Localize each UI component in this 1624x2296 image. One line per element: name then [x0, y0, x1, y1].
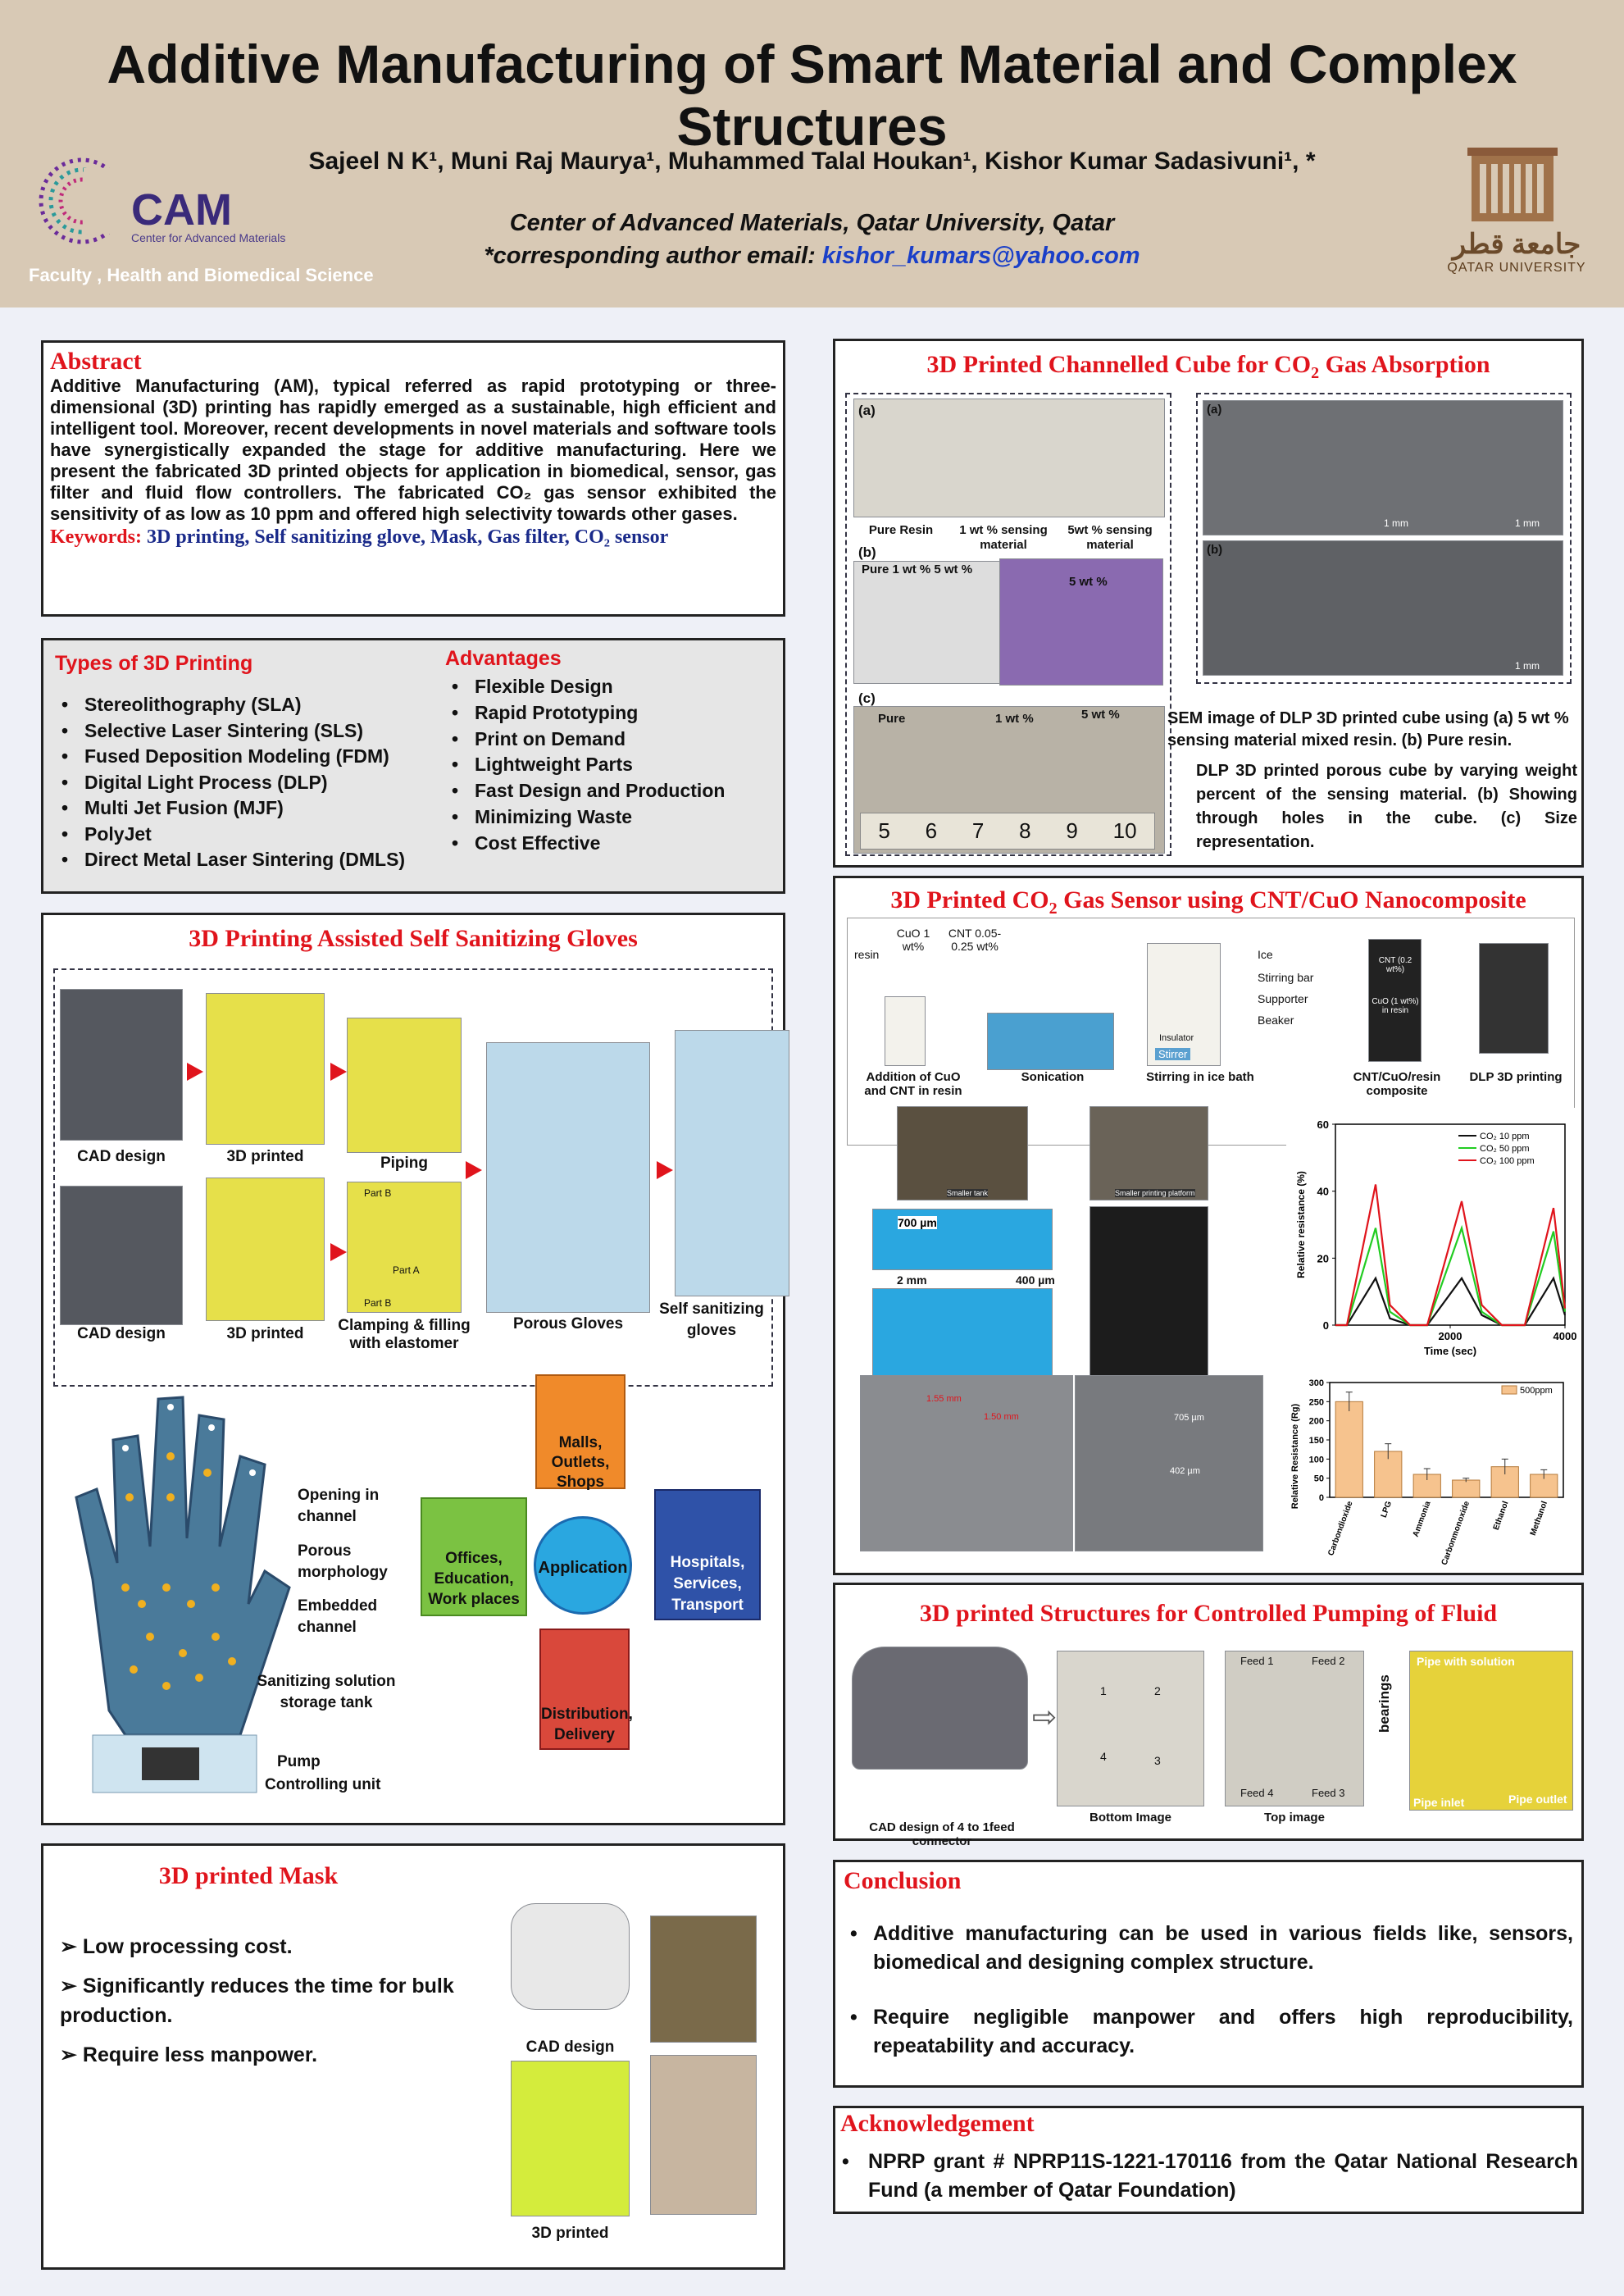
email-address: kishor_kumars@yahoo.com: [821, 243, 1140, 269]
conclusion-box: [833, 1860, 1584, 2088]
sem-caption: SEM image of DLP 3D printed cube using (a) 5 wt % sensing material mixed resin. (b) Pure resin.: [1167, 709, 1569, 749]
advantages-title: Advantages: [445, 647, 562, 670]
affiliation-line: Center of Advanced Materials, Qatar University, Qatar: [509, 210, 1115, 236]
connector-cad-caption: CAD design of 4 to 1feed connector: [869, 1820, 1015, 1848]
keywords-list: 3D printing, Self sanitizing glove, Mask, Gas filter, CO₂ sensor: [146, 526, 669, 548]
connector-top-image: [1225, 1651, 1364, 1806]
sensor-print-photo-2: [1089, 1106, 1208, 1200]
sensor-title-post: Gas Sensor using CNT/CuO Nanocomposite: [1057, 886, 1526, 913]
y-tick-label: 200: [1308, 1416, 1324, 1427]
vial-label: CuO (1 wt%) in resin: [1372, 997, 1419, 1015]
bath-label: Stirring bar: [1258, 971, 1314, 984]
pump-assembly-image: [1409, 1651, 1573, 1811]
conclusion-list: [844, 1920, 1573, 2061]
channel-cad-image: [872, 1209, 1053, 1270]
application-node-label: Offices, Education, Work places: [428, 1550, 520, 1608]
legend-label: CO₂ 50 ppm: [1480, 1144, 1530, 1154]
list-item: • Minimizing Waste: [445, 804, 773, 831]
bottom-image-caption: Bottom Image: [1089, 1811, 1171, 1824]
feed-label: Feed 3: [1312, 1787, 1345, 1799]
list-item: • Cost Effective: [445, 831, 773, 857]
bar: [1453, 1480, 1480, 1497]
sem-image-b: [1203, 540, 1563, 676]
x-tick-label: Ammonia: [1411, 1500, 1433, 1538]
abstract-title: Abstract: [50, 348, 142, 375]
arrow-icon: [330, 1243, 347, 1261]
process-step-label: CNT/CuO/resin composite: [1353, 1070, 1441, 1098]
legend-label: CO₂ 100 ppm: [1480, 1156, 1535, 1166]
advantages-list: [445, 674, 773, 857]
acknowledgement-box: [833, 2106, 1584, 2214]
y-tick-label: 150: [1308, 1436, 1324, 1446]
mask-printed-image-2: [511, 2061, 630, 2216]
cam-logo-text: CAM: [131, 185, 232, 235]
chart-background: [1285, 1374, 1576, 1571]
cube-caption-pure-resin: Pure Resin: [868, 523, 934, 537]
label-a: (a): [858, 403, 876, 418]
conclusion-title: Conclusion: [844, 1867, 962, 1894]
port-number: 1: [1100, 1684, 1107, 1697]
vial-label: CNT (0.2 wt%): [1378, 956, 1412, 974]
diagram-label-embedded: Embedded channel: [298, 1597, 378, 1636]
list-item: • Fast Design and Production: [445, 778, 773, 804]
mask-box: [41, 1843, 785, 2270]
insulator-label: Insulator: [1159, 1033, 1194, 1043]
application-node-label: Malls, Outlets, Shops: [551, 1434, 610, 1491]
keywords-line: [50, 526, 776, 549]
poster-header: [0, 0, 1624, 308]
mask-wearing-photo: [650, 2055, 757, 2215]
dimension-label: 400 µm: [1016, 1273, 1055, 1287]
list-item: • Additive manufacturing can be used in various fields like, sensors, biomedical and designing complex structure.: [844, 1920, 1573, 1977]
part-label: Part B: [364, 1297, 392, 1309]
mask-cad-image: [511, 1903, 630, 2010]
mask-printed-caption: 3D printed: [531, 2225, 609, 2242]
mask-item-text: Require less manpower.: [82, 2043, 318, 2066]
self-sanitizing-glove-image: [675, 1030, 789, 1296]
types-advantages-box: [41, 638, 785, 894]
process-step-label: Stirring in ice bath: [1146, 1070, 1254, 1084]
label-c: (c): [858, 690, 876, 706]
types-list: [55, 692, 440, 873]
types-title: Types of 3D Printing: [55, 652, 253, 675]
list-item: • NPRP grant # NPRP11S-1221-170116 from the Qatar National Research Fund (a member of Qatar Foundation): [835, 2148, 1578, 2205]
diagram-label-pump: Pump: [277, 1753, 321, 1770]
list-item: • PolyJet: [55, 822, 440, 848]
application-node-hospitals: [654, 1489, 761, 1620]
application-node-malls: [535, 1374, 625, 1489]
list-item: ➢ Low processing cost.: [60, 1935, 293, 1958]
y-axis-label: Relative Resistance (Rg): [1290, 1403, 1300, 1510]
glove-printed-image: [206, 993, 325, 1145]
top-image-caption: Top image: [1264, 1811, 1325, 1824]
list-item: • Require negligible manpower and offers high reproducibility, repeatability and accuracy.: [844, 2003, 1573, 2061]
glove-channel-diagram: [60, 1358, 306, 1801]
y-tick-label: 0: [1318, 1493, 1324, 1503]
application-node-label: Hospitals, Services, Transport: [670, 1554, 745, 1614]
qatar-university-arabic: جامعة قطر: [1452, 229, 1581, 260]
list-item: • Digital Light Process (DLP): [55, 770, 440, 796]
list-item: • Stereolithography (SLA): [55, 692, 440, 718]
sem-measure: 1.55 mm: [926, 1394, 962, 1404]
bath-label: Beaker: [1258, 1014, 1294, 1027]
ruler-number: 6: [925, 818, 938, 843]
y-tick-label: 300: [1308, 1378, 1324, 1388]
x-axis-label: Time (sec): [1423, 1345, 1477, 1357]
list-item: • Fused Deposition Modeling (FDM): [55, 744, 440, 770]
pipe-label: Pipe inlet: [1413, 1796, 1465, 1809]
glove-clamping-caption: Clamping & filling with elastomer: [338, 1317, 471, 1352]
cube-title: [835, 351, 1581, 383]
feed-label: Feed 1: [1240, 1655, 1274, 1667]
sensor-title-sub: 2: [1049, 900, 1058, 918]
feed-label: Feed 4: [1240, 1787, 1274, 1799]
glove-cad-image: [60, 989, 183, 1141]
arrow-icon: ⇨: [1032, 1700, 1058, 1733]
y-tick-label: 60: [1317, 1118, 1329, 1131]
application-node-distribution: [539, 1629, 633, 1750]
diagram-label-porous: Porous morphology: [298, 1542, 388, 1581]
glove-printed-caption: 3D printed: [226, 1148, 304, 1165]
list-item: • Flexible Design: [445, 674, 773, 700]
keywords-label: Keywords:: [50, 526, 142, 548]
cube-photo-b1: [853, 561, 1001, 684]
mask-printed-image-1: [650, 1916, 757, 2043]
cube-caption-1wt: 1 wt % sensing material: [959, 523, 1048, 552]
sem-measure: 402 µm: [1170, 1466, 1200, 1476]
application-node-label: Distribution, Delivery: [541, 1706, 633, 1743]
dlp-caption: DLP 3D printed porous cube by varying weight percent of the sensing material. (b) Showing through holes in the cube. (c) Size representation.: [1196, 762, 1577, 851]
sem-label-b: (b): [1207, 543, 1223, 557]
legend-label: 500ppm: [1520, 1386, 1553, 1396]
dimension-label: 2 mm: [897, 1273, 927, 1287]
x-tick-label: 4000: [1553, 1330, 1577, 1342]
list-item: • Multi Jet Fusion (MJF): [55, 795, 440, 822]
glove-printed2-image: [206, 1178, 325, 1321]
composite-vial-image: [1368, 939, 1422, 1062]
ruler: [860, 813, 1155, 850]
email-label: *corresponding author email:: [484, 243, 822, 269]
arrow-icon: [657, 1161, 673, 1179]
process-step-label: DLP 3D printing: [1469, 1070, 1563, 1084]
cube-caption-pure-1-5: Pure 1 wt % 5 wt %: [862, 563, 973, 576]
mask-title: 3D printed Mask: [158, 1862, 339, 1889]
connector-bottom-image: [1057, 1651, 1204, 1806]
list-item: • Print on Demand: [445, 727, 773, 753]
glove-printed2-caption: 3D printed: [226, 1325, 304, 1342]
sonication-image: [987, 1013, 1114, 1070]
pipe-label: Pipe with solution: [1417, 1655, 1515, 1668]
ruler-number: 8: [1019, 818, 1031, 843]
list-item: ➢ Significantly reduces the time for bulk production.: [60, 1975, 454, 2027]
faculty-label: Faculty , Health and Biomedical Science: [29, 265, 374, 285]
y-tick-label: 250: [1308, 1397, 1324, 1408]
cam-logo-subtitle: Center for Advanced Materials: [131, 231, 286, 244]
sem-scale: 1 mm: [1384, 517, 1408, 529]
y-tick-label: 40: [1317, 1185, 1329, 1198]
process-label: CuO 1 wt%: [896, 927, 930, 953]
channel-cad-array: [872, 1288, 1053, 1383]
cube-title-pre: 3D Printed Channelled Cube for CO: [926, 351, 1312, 378]
pumping-box: [833, 1583, 1584, 1848]
abstract-body: Additive Manufacturing (AM), typical referred as rapid prototyping or three-dimensional (3D) printing has rapidly emerged as a sustainable, high efficient and intelligent tool. Moreover, recent developments in novel materials and software tools have synergistically expanded the stage for additive manufacturing. Here we present the fabricated 3D printed objects for application in biomedical, sensor, gas filter and fluid flow controllers. The fabricated CO₂ gas sensor exhibited the sensitivity of as low as 10 ppm and offered high selectivity towards other gases.: [50, 376, 776, 524]
part-label: Part B: [364, 1187, 392, 1199]
list-item: • Rapid Prototyping: [445, 700, 773, 727]
mask-item-text: Significantly reduces the time for bulk production.: [60, 1975, 454, 2027]
process-label: CNT 0.05-0.25 wt%: [948, 927, 1002, 953]
application-center: [534, 1516, 632, 1615]
arrow-icon: [330, 1063, 347, 1081]
acknowledgement-list: [835, 2148, 1578, 2205]
sem-measure: 705 µm: [1174, 1413, 1204, 1423]
process-step-label: Addition of CuO and CNT in resin: [864, 1070, 962, 1098]
x-tick-label: Ethanol: [1491, 1500, 1511, 1532]
diagram-label-tank: Sanitizing solution storage tank: [257, 1673, 396, 1711]
photo-label: Smaller tank: [947, 1189, 989, 1197]
ruler-number: 5: [878, 818, 890, 843]
bar: [1335, 1401, 1362, 1497]
porous-glove-image: [486, 1042, 650, 1313]
ruler-number: 7: [971, 818, 985, 843]
list-item: • Selective Laser Sintering (SLS): [55, 718, 440, 745]
sem-scale: 1 mm: [1515, 517, 1540, 529]
sensor-title: [835, 886, 1581, 918]
diagram-label-opening: Opening in channel: [298, 1487, 380, 1525]
porous-glove-caption: Porous Gloves: [512, 1315, 624, 1332]
mask-cad-caption: CAD design: [525, 2039, 615, 2056]
y-tick-label: 20: [1317, 1252, 1329, 1265]
authors-line: Sajeel N K¹, Muni Raj Maurya¹, Muhammed Talal Houkan¹, Kishor Kumar Sadasivuni¹, *: [308, 148, 1316, 175]
sem-image-a: [1203, 400, 1563, 535]
sem-channel-2: [1075, 1375, 1263, 1551]
advantages-column: [445, 647, 773, 857]
mask-item-text: Low processing cost.: [82, 1935, 293, 1958]
glove-cad2-image: [60, 1186, 183, 1325]
process-label: resin: [854, 948, 880, 961]
port-number: 2: [1154, 1684, 1161, 1697]
feed-label: Feed 2: [1312, 1655, 1345, 1667]
cube-box: [833, 339, 1584, 868]
cube-title-sub: 2: [1311, 364, 1320, 382]
qatar-university-english: QATAR UNIVERSITY: [1447, 261, 1586, 275]
gloves-title: 3D Printing Assisted Self Sanitizing Gloves: [189, 925, 638, 952]
mask-list: [60, 1932, 519, 2070]
cube-caption-1wt-short: 1 wt %: [995, 712, 1034, 726]
port-number: 3: [1154, 1754, 1161, 1767]
photo-label: Smaller printing platform: [1115, 1189, 1195, 1197]
ruler-number: 9: [1066, 818, 1078, 843]
ruler-number: 10: [1112, 818, 1137, 843]
legend-label: CO₂ 10 ppm: [1480, 1132, 1530, 1141]
cube-caption-5wt-short-c: 5 wt %: [1081, 708, 1120, 722]
x-tick-label: Methanol: [1528, 1500, 1550, 1538]
bath-label: Ice: [1258, 948, 1273, 961]
cube-title-post: Gas Absorption: [1319, 351, 1490, 378]
self-sanitizing-caption: Self sanitizing gloves: [659, 1301, 764, 1339]
arrow-icon: [187, 1063, 203, 1081]
list-item: ➢ Require less manpower.: [60, 2043, 318, 2066]
types-column: [55, 652, 440, 873]
x-tick-label: 2000: [1438, 1330, 1463, 1342]
chart-background: [1286, 1108, 1577, 1370]
part-label: Part A: [393, 1264, 420, 1276]
pipe-label: Pipe outlet: [1508, 1793, 1567, 1806]
x-tick-label: Carbondioxide: [1326, 1500, 1355, 1557]
cube-caption-5wt: 5wt % sensing material: [1067, 523, 1153, 552]
label-b: (b): [858, 544, 876, 560]
printed-channel-photo: [1089, 1206, 1208, 1378]
glove-cad2-caption: CAD design: [77, 1325, 166, 1342]
stirrer-label: Stirrer: [1155, 1048, 1190, 1060]
sensor-print-photo-1: [897, 1106, 1028, 1200]
bearings-label: bearings: [1376, 1674, 1392, 1733]
connector-cad-image: [852, 1647, 1028, 1770]
list-item: • Direct Metal Laser Sintering (DMLS): [55, 847, 440, 873]
sensor-title-pre: 3D Printed CO: [890, 886, 1049, 913]
x-tick-label: LPG: [1379, 1500, 1394, 1519]
gloves-box: [41, 913, 785, 1825]
dimension-label: 700 µm: [898, 1216, 937, 1229]
x-tick-label: Carbonmonoxide: [1440, 1500, 1472, 1567]
sem-scale: 1 mm: [1515, 660, 1540, 672]
bath-label: Supporter: [1258, 992, 1308, 1005]
selectivity-bar-chart: [1285, 1374, 1576, 1571]
cam-logo-icon: [33, 152, 139, 250]
y-tick-label: 100: [1308, 1455, 1324, 1465]
poster-title: Additive Manufacturing of Smart Material and Complex Structures: [107, 34, 1517, 157]
glove-cad-caption: CAD design: [77, 1148, 166, 1165]
cube-caption-pure: Pure: [878, 712, 906, 726]
diagram-label-control: Controlling unit: [265, 1776, 381, 1793]
list-item: • Lightweight Parts: [445, 752, 773, 778]
glove-clamping-image: [347, 1182, 462, 1313]
application-node-offices: [421, 1497, 527, 1616]
port-number: 4: [1100, 1750, 1107, 1763]
glove-piping-image: [347, 1018, 462, 1153]
dlp-printer-image: [1479, 943, 1549, 1054]
y-tick-label: 0: [1322, 1319, 1329, 1332]
legend-swatch: [1502, 1386, 1517, 1394]
acknowledgement-title: Acknowledgement: [840, 2110, 1035, 2137]
glove-piping-caption: Piping: [380, 1155, 429, 1172]
arrow-icon: [466, 1161, 482, 1179]
process-step-label: Sonication: [1021, 1070, 1085, 1084]
application-center-label: Application: [538, 1559, 628, 1577]
sem-channel-1: [860, 1375, 1073, 1551]
y-tick-label: 50: [1313, 1474, 1324, 1484]
sem-measure: 1.50 mm: [984, 1412, 1019, 1422]
resin-bottle-image: [885, 996, 926, 1066]
pumping-title: 3D printed Structures for Controlled Pumping of Fluid: [919, 1600, 1498, 1627]
y-axis-label: Relative resistance (%): [1295, 1171, 1307, 1278]
sem-label-a: (a): [1207, 403, 1222, 417]
resistance-line-chart: [1286, 1108, 1577, 1370]
abstract-box: [41, 340, 785, 617]
cube-caption-5wt-short: 5 wt %: [1069, 575, 1108, 589]
cube-photo-a: [853, 399, 1165, 517]
sensor-box: [833, 876, 1584, 1575]
